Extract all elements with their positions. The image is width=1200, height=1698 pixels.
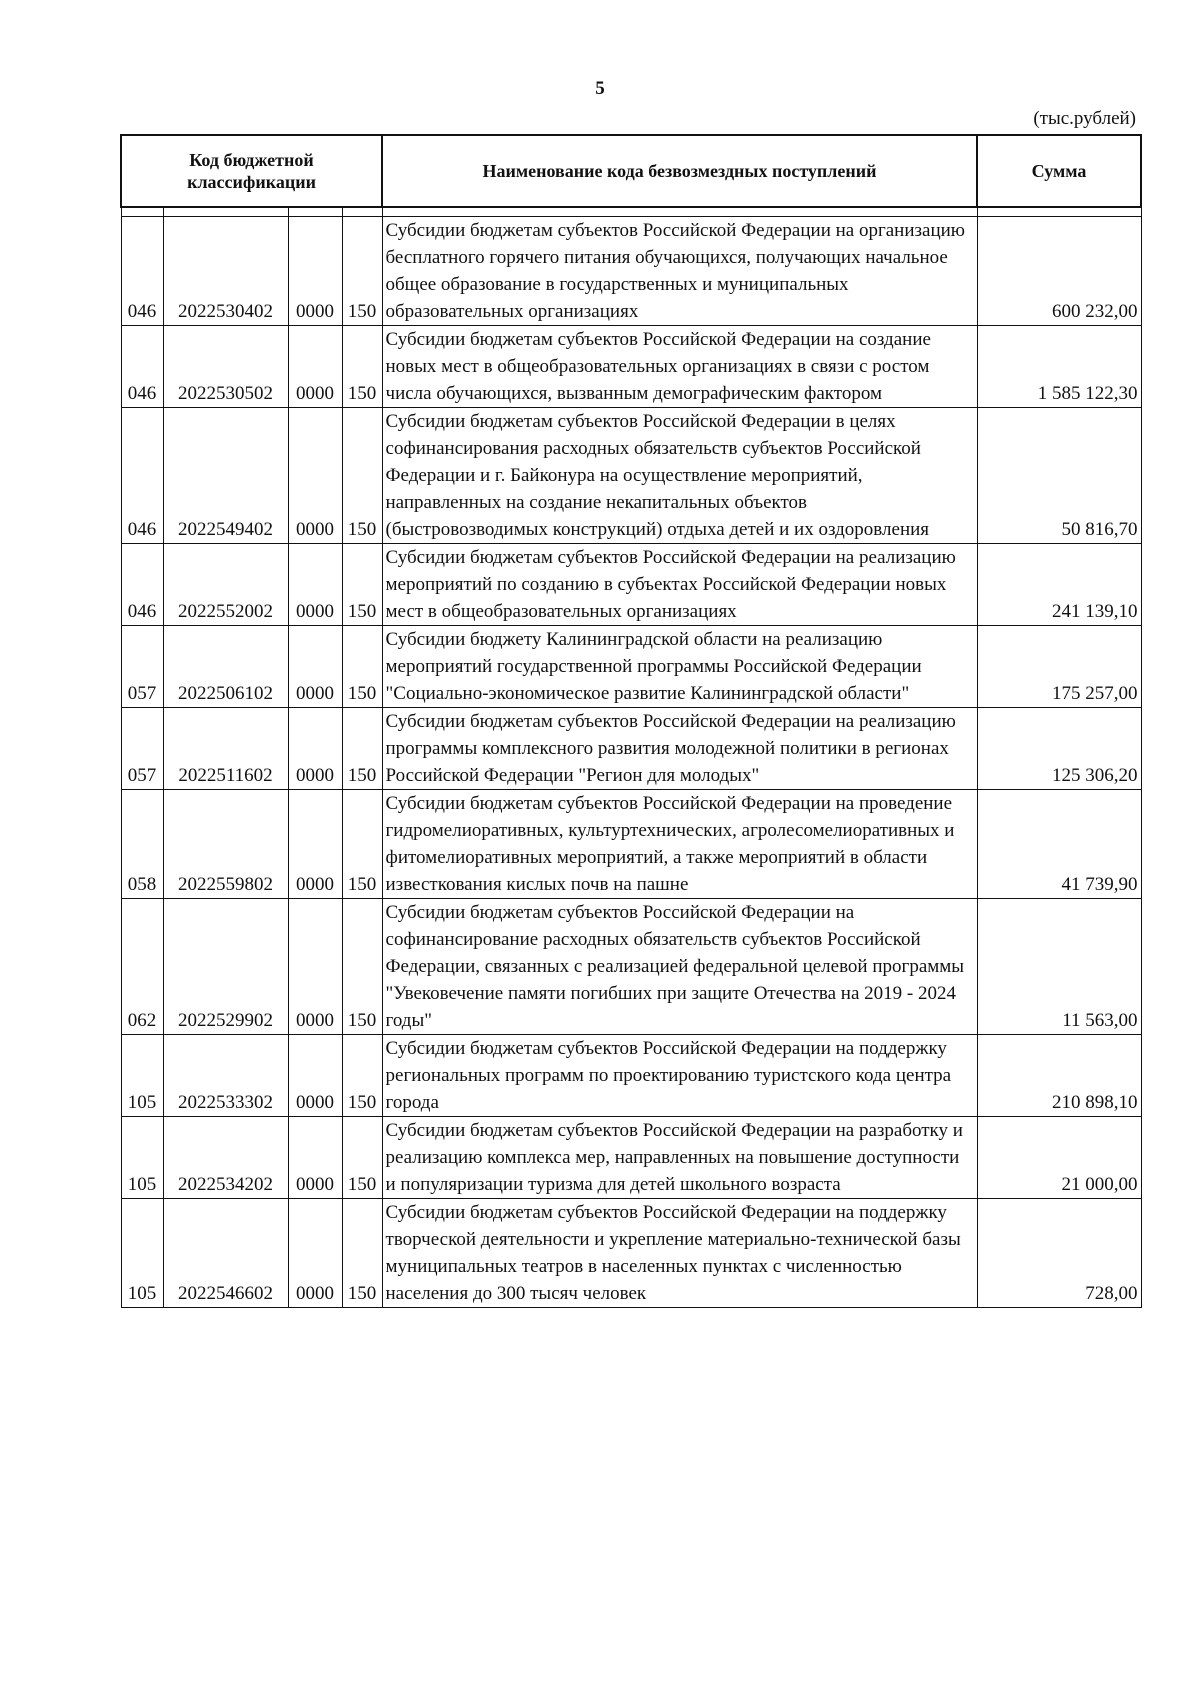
sub-code: 0000 — [288, 790, 342, 899]
spacer-row — [121, 207, 1141, 217]
table-row — [121, 544, 1141, 626]
type-code: 150 — [342, 326, 382, 408]
type-code: 150 — [342, 1117, 382, 1199]
budget-code: 2022559802 — [163, 790, 288, 899]
income-name: Субсидии бюджетам субъектов Российской Федерации на проведение гидромелиоративных, культуртехнических, агролесомелиоративных и фитомелиоративных мероприятий, а также мероприятий в области известкования кислых почв на пашне — [382, 790, 977, 899]
budget-code: 2022552002 — [163, 544, 288, 626]
amount-cell: 241 139,10 — [977, 544, 1141, 626]
table-row — [121, 708, 1141, 790]
budget-code: 2022549402 — [163, 408, 288, 544]
sub-code: 0000 — [288, 544, 342, 626]
income-name: Субсидии бюджетам субъектов Российской Федерации в целях софинансирования расходных обязательств субъектов Российской Федерации и г. Байконура на осуществление мероприятий, направленных на создание некапитальных объектов (быстровозводимых конструкций) отдыха детей и их оздоровления — [382, 408, 977, 544]
table-row — [121, 1199, 1141, 1308]
units-label: (тыс.рублей) — [1033, 108, 1136, 129]
income-name: Субсидии бюджетам субъектов Российской Федерации на организацию бесплатного горячего питания обучающихся, получающих начальное общее образование в государственных и муниципальных образовательных организациях — [382, 217, 977, 326]
sub-code: 0000 — [288, 1117, 342, 1199]
admin-code: 105 — [121, 1035, 163, 1117]
admin-code: 046 — [121, 408, 163, 544]
sub-code: 0000 — [288, 626, 342, 708]
table-row — [121, 217, 1141, 326]
income-name: Субсидии бюджетам субъектов Российской Федерации на реализацию мероприятий по созданию в субъектах Российской Федерации новых мест в общеобразовательных организациях — [382, 544, 977, 626]
income-name: Субсидии бюджетам субъектов Российской Федерации на создание новых мест в общеобразовательных организациях в связи с ростом числа обучающихся, вызванным демографическим фактором — [382, 326, 977, 408]
admin-code: 057 — [121, 708, 163, 790]
amount-cell: 210 898,10 — [977, 1035, 1141, 1117]
amount-cell: 1 585 122,30 — [977, 326, 1141, 408]
page-number: 5 — [595, 78, 605, 99]
budget-code: 2022546602 — [163, 1199, 288, 1308]
budget-code: 2022530502 — [163, 326, 288, 408]
type-code: 150 — [342, 1199, 382, 1308]
type-code: 150 — [342, 1035, 382, 1117]
table-row — [121, 408, 1141, 544]
header-code: Код бюджетной классификации — [121, 135, 382, 207]
admin-code: 058 — [121, 790, 163, 899]
table-body — [121, 207, 1141, 1308]
income-name: Субсидии бюджетам субъектов Российской Федерации на поддержку региональных программ по проектированию туристского кода центра города — [382, 1035, 977, 1117]
sub-code: 0000 — [288, 326, 342, 408]
admin-code: 057 — [121, 626, 163, 708]
type-code: 150 — [342, 708, 382, 790]
amount-cell: 600 232,00 — [977, 217, 1141, 326]
amount-cell: 21 000,00 — [977, 1117, 1141, 1199]
type-code: 150 — [342, 899, 382, 1035]
income-name: Субсидии бюджету Калининградской области на реализацию мероприятий государственной программы Российской Федерации "Социально-экономическое развитие Калининградской области" — [382, 626, 977, 708]
amount-cell: 125 306,20 — [977, 708, 1141, 790]
table-row — [121, 626, 1141, 708]
budget-code: 2022534202 — [163, 1117, 288, 1199]
type-code: 150 — [342, 626, 382, 708]
type-code: 150 — [342, 217, 382, 326]
income-name: Субсидии бюджетам субъектов Российской Федерации на разработку и реализацию комплекса мер, направленных на повышение доступности и популяризации туризма для детей школьного возраста — [382, 1117, 977, 1199]
sub-code: 0000 — [288, 217, 342, 326]
budget-code: 2022506102 — [163, 626, 288, 708]
sub-code: 0000 — [288, 408, 342, 544]
budget-code: 2022529902 — [163, 899, 288, 1035]
admin-code: 046 — [121, 544, 163, 626]
amount-cell: 41 739,90 — [977, 790, 1141, 899]
header-amount: Сумма — [977, 135, 1141, 207]
amount-cell: 728,00 — [977, 1199, 1141, 1308]
type-code: 150 — [342, 408, 382, 544]
sub-code: 0000 — [288, 899, 342, 1035]
table-row — [121, 790, 1141, 899]
income-name: Субсидии бюджетам субъектов Российской Федерации на поддержку творческой деятельности и укрепление материально-технической базы муниципальных театров в населенных пунктах с численностью населения до 300 тысяч человек — [382, 1199, 977, 1308]
table-row — [121, 1035, 1141, 1117]
income-name: Субсидии бюджетам субъектов Российской Федерации на софинансирование расходных обязательств субъектов Российской Федерации, связанных с реализацией федеральной целевой программы "Увековечение памяти погибших при защите Отечества на 2019 - 2024 годы" — [382, 899, 977, 1035]
amount-cell: 175 257,00 — [977, 626, 1141, 708]
budget-code: 2022511602 — [163, 708, 288, 790]
admin-code: 046 — [121, 326, 163, 408]
table-row — [121, 326, 1141, 408]
sub-code: 0000 — [288, 1035, 342, 1117]
table-header-row — [121, 135, 1141, 207]
type-code: 150 — [342, 790, 382, 899]
sub-code: 0000 — [288, 1199, 342, 1308]
type-code: 150 — [342, 544, 382, 626]
budget-code: 2022533302 — [163, 1035, 288, 1117]
table-row — [121, 899, 1141, 1035]
amount-cell: 11 563,00 — [977, 899, 1141, 1035]
table-row — [121, 1117, 1141, 1199]
income-name: Субсидии бюджетам субъектов Российской Федерации на реализацию программы комплексного развития молодежной политики в регионах Российской Федерации "Регион для молодых" — [382, 708, 977, 790]
admin-code: 062 — [121, 899, 163, 1035]
budget-code: 2022530402 — [163, 217, 288, 326]
header-name: Наименование кода безвозмездных поступлений — [382, 135, 977, 207]
budget-table — [120, 134, 1142, 1308]
admin-code: 105 — [121, 1199, 163, 1308]
admin-code: 105 — [121, 1117, 163, 1199]
sub-code: 0000 — [288, 708, 342, 790]
admin-code: 046 — [121, 217, 163, 326]
amount-cell: 50 816,70 — [977, 408, 1141, 544]
